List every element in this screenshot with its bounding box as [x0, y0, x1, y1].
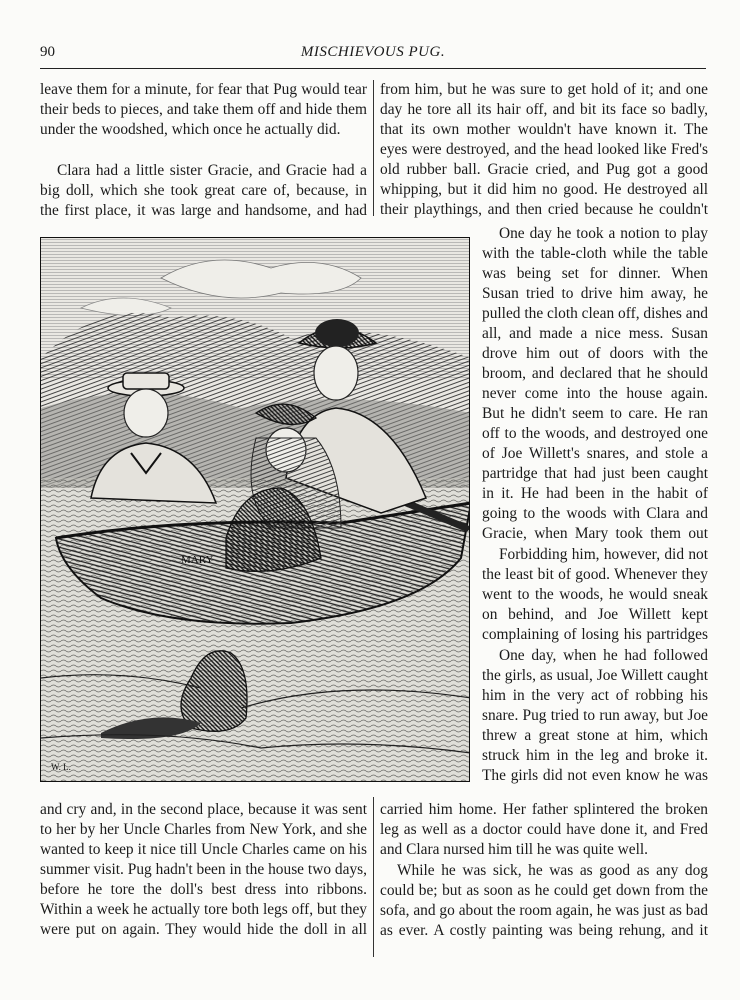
page-number: 90: [40, 44, 55, 60]
running-title: MISCHIEVOUS PUG.: [300, 44, 446, 60]
paragraph: One day he took a notion to play with the table-cloth while the table was being set for dinner. When Susan tried to drive him away, he pulled the cloth clean off, dishes and all, and made a nice mess. Susan drove him out of doors with the broom, and declared that he should never come into the house again. But he didn't seem to care. He ran off to the woods, and destroyed one of Joe Willett's snares, and stole a partridge that had just been caught in it. He had been in the habit of going to the woods with Clara and Gracie, when Mary took them out: [482, 225, 708, 542]
paragraph: leave them for a minute, for fear that Pug would tear their beds to pieces, and take them off and hide them under the woodshed, which once he actually did.: [40, 81, 367, 138]
boat-scene-drawing: [41, 238, 470, 782]
paragraph: from him, but he was sure to get hold of it; and one day he tore all its hair off, and bit its face so badly, that its own mother wouldn't have known it. The eyes were destroyed, and the head looked like Fred's old rubber ball. Gracie cried, and Pug got a good whipping, but it did him no good. He destroyed all their playthings, and then cried because he couldn't: [380, 81, 708, 218]
paragraph: While he was sick, he was as good as any dog could be; but as soon as he could get down from the sofa, and go about the room again, he was just as bad as ever. A costly painting was being rehung, and it: [380, 862, 708, 939]
engraving-illustration: [40, 237, 470, 782]
column-divider-bottom: [373, 797, 374, 957]
engraver-signature: W. L.: [51, 762, 71, 772]
page-header: [40, 44, 706, 66]
header-rule: [40, 68, 706, 69]
column-divider-top: [373, 80, 374, 216]
paragraph: One day, when he had followed the girls, as usual, Joe Willett caught him in the very act of robbing his snare. Pug tried to run away, but Joe threw a great stone at him, which struck him in the leg and broke it. The girls did not even know he was: [482, 647, 708, 784]
paragraph: carried him home. Her father splintered the broken leg as well as a doctor could have done it, and Fred and Clara nursed him till he was quite well.: [380, 801, 708, 858]
paragraph: Clara had a little sister Gracie, and Gracie had a big doll, which she took great care of, because, in the first place, it was large and handsome, and had: [40, 162, 367, 219]
paragraph: and cry and, in the second place, because it was sent to her by her Uncle Charles from New York, and she wanted to keep it nice till Uncle Charles came on his summer visit. Pug hadn't been in the house two days, before he tore the doll's best dress into ribbons. Within a week he actually tore both legs off, but they were put on again. They would hide the doll in all: [40, 801, 367, 938]
paragraph: Forbidding him, however, did not the least bit of good. Whenever they went to the woods, he would sneak on behind, and Joe Willett kept complaining of losing his partridges: [482, 546, 708, 643]
boat-name: MARY: [181, 554, 214, 566]
